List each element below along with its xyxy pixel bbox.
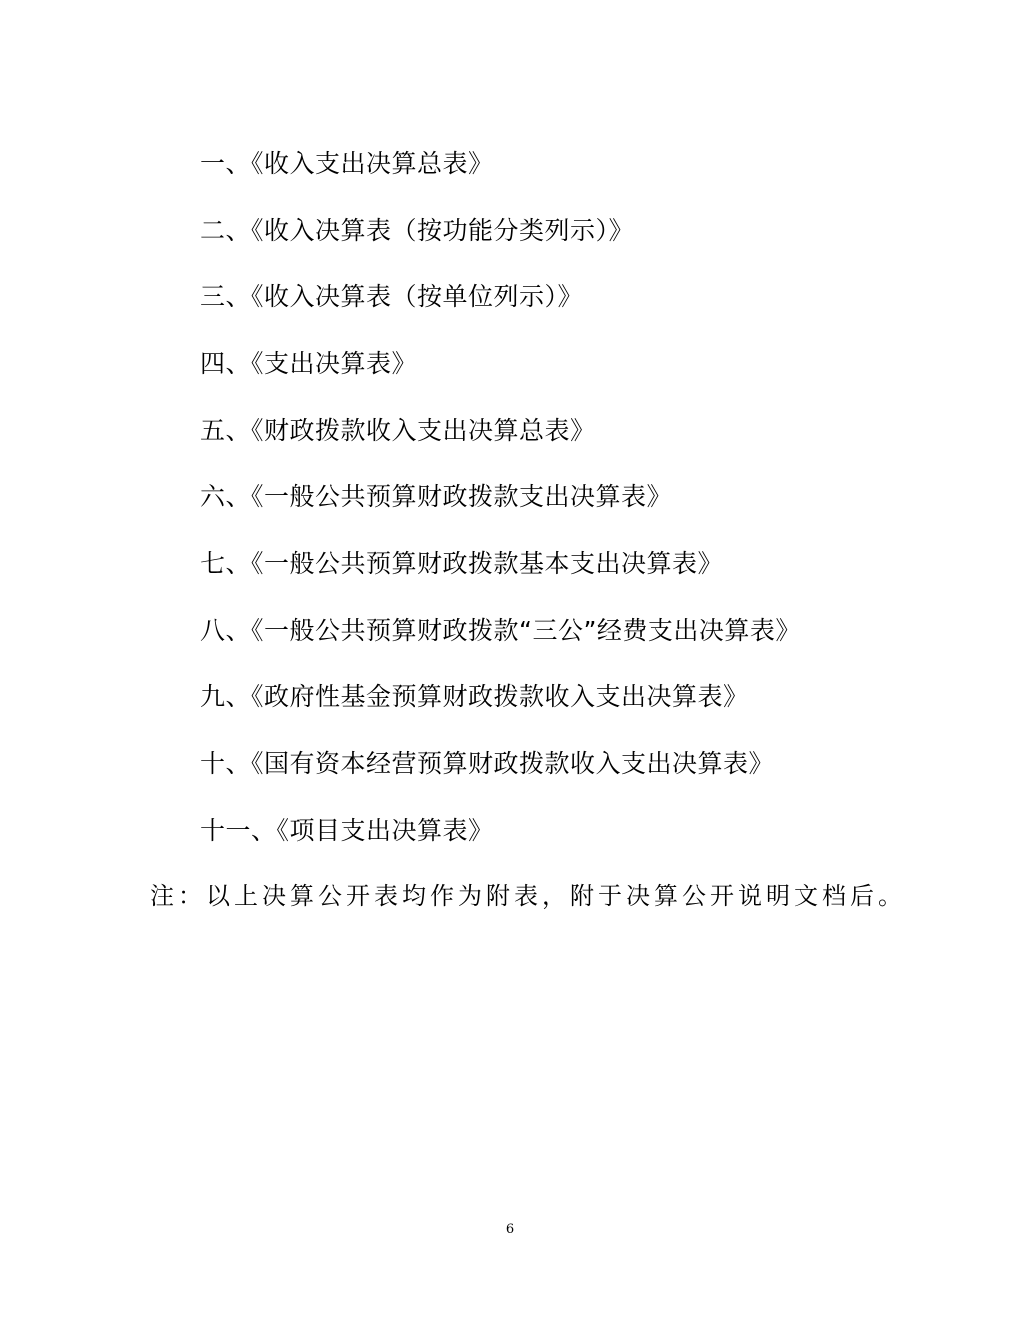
list-item: 八、《一般公共预算财政拨款“三公”经费支出决算表》 — [200, 616, 801, 645]
list-item: 九、《政府性基金预算财政拨款收入支出决算表》 — [200, 682, 749, 711]
list-item: 五、《财政拨款收入支出决算总表》 — [200, 416, 596, 445]
list-item: 四、《支出决算表》 — [200, 349, 418, 378]
list-item: 六、《一般公共预算财政拨款支出决算表》 — [200, 482, 673, 511]
list-item: 十一、《项目支出决算表》 — [200, 816, 494, 845]
footnote: 注：以上决算公开表均作为附表，附于决算公开说明文档后。 — [150, 882, 906, 910]
list-item: 一、《收入支出决算总表》 — [200, 149, 494, 178]
list-item: 十、《国有资本经营预算财政拨款收入支出决算表》 — [200, 749, 775, 778]
page-number: 6 — [505, 1222, 515, 1237]
list-item: 七、《一般公共预算财政拨款基本支出决算表》 — [200, 549, 724, 578]
list-item: 三、《收入决算表（按单位列示）》 — [200, 282, 584, 311]
list-item: 二、《收入决算表（按功能分类列示）》 — [200, 216, 635, 245]
